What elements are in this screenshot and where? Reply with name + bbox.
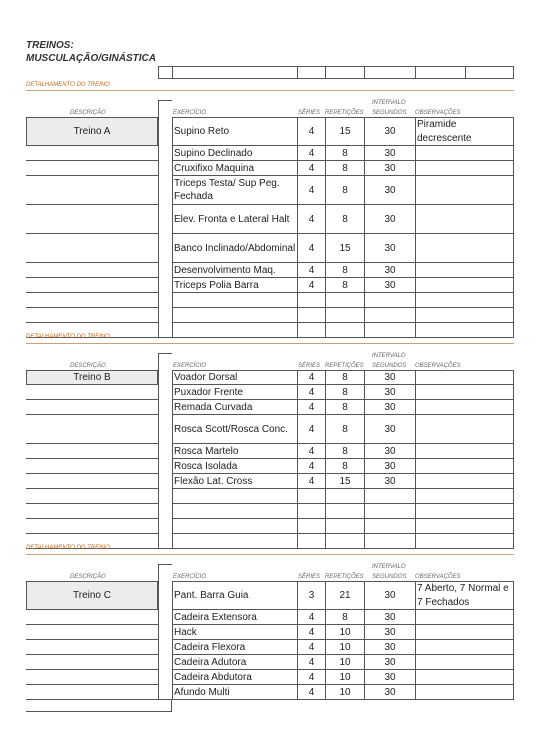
observacoes-cell: [415, 278, 514, 293]
interval-cell: 30: [364, 685, 415, 700]
exercise-cell: Triceps Testa/ Sup Peg. Fechada: [172, 176, 297, 205]
gap-cell: [158, 263, 172, 278]
description-empty-cell: [26, 459, 158, 474]
series-cell: [297, 534, 325, 549]
exercise-cell: Banco Inclinado/Abdominal: [172, 234, 297, 263]
section-divider-line: [26, 90, 514, 91]
gap-column-top: [158, 100, 172, 117]
series-cell: 4: [297, 176, 325, 205]
series-cell: 4: [297, 444, 325, 459]
exercise-cell: [172, 519, 297, 534]
description-empty-cell: [26, 146, 158, 161]
series-cell: 3: [297, 581, 325, 610]
section-divider-line: [26, 554, 514, 555]
section-label: DETALHAMENTO DO TREINO: [26, 334, 110, 340]
header-segundos: SEGUNDOS: [372, 110, 407, 116]
exercise-cell: Rosca Isolada: [172, 459, 297, 474]
interval-cell: 30: [364, 234, 415, 263]
reps-cell: 15: [325, 117, 364, 146]
observacoes-cell: [415, 640, 514, 655]
series-cell: 4: [297, 146, 325, 161]
interval-cell: 30: [364, 640, 415, 655]
gap-bottom-line: [158, 548, 172, 549]
header-observacoes: OBSERVAÇÕES: [415, 110, 461, 116]
series-cell: 4: [297, 640, 325, 655]
gap-cell: [158, 176, 172, 205]
description-empty-cell: [26, 234, 158, 263]
header-series: SÉRIES: [298, 363, 321, 369]
workout-name: Treino B: [26, 370, 158, 385]
description-empty-cell: [26, 519, 158, 534]
description-empty-cell: [26, 293, 158, 308]
series-cell: 4: [297, 278, 325, 293]
observacoes-cell: [415, 519, 514, 534]
gap-cell: [158, 117, 172, 146]
reps-cell: 8: [325, 400, 364, 415]
header-exercicio: EXERCÍCIO: [173, 363, 207, 369]
series-cell: [297, 519, 325, 534]
exercise-cell: Triceps Polia Barra: [172, 278, 297, 293]
description-empty-cell: [26, 685, 158, 700]
interval-cell: 30: [364, 581, 415, 610]
observacoes-cell: [415, 146, 514, 161]
exercise-cell: Rosca Scott/Rosca Conc.: [172, 415, 297, 444]
series-cell: 4: [297, 685, 325, 700]
exercise-cell: Cadeira Adutora: [172, 655, 297, 670]
reps-cell: 8: [325, 370, 364, 385]
reps-cell: 8: [325, 146, 364, 161]
exercise-cell: Cruxifixo Maquina: [172, 161, 297, 176]
description-empty-cell: [26, 610, 158, 625]
top-strip-divider: [364, 66, 365, 79]
exercise-cell: Cadeira Abdutora: [172, 670, 297, 685]
top-strip-box: [158, 66, 514, 79]
exercise-cell: Supino Reto: [172, 117, 297, 146]
header-series: SÉRIES: [298, 574, 321, 580]
reps-cell: 8: [325, 205, 364, 234]
reps-cell: 15: [325, 234, 364, 263]
exercise-cell: Cadeira Extensora: [172, 610, 297, 625]
description-empty-cell: [26, 655, 158, 670]
observacoes-cell: [415, 489, 514, 504]
reps-cell: 10: [325, 640, 364, 655]
observacoes-cell: [415, 474, 514, 489]
gap-cell: [158, 655, 172, 670]
gap-cell: [158, 293, 172, 308]
description-empty-cell: [26, 400, 158, 415]
top-strip-divider: [465, 66, 466, 79]
observacoes-cell: [415, 161, 514, 176]
observacoes-cell: [415, 504, 514, 519]
top-strip-divider: [172, 66, 173, 79]
reps-cell: 21: [325, 581, 364, 610]
observacoes-cell: [415, 625, 514, 640]
interval-cell: 30: [364, 117, 415, 146]
interval-cell: 30: [364, 176, 415, 205]
observacoes-cell: 7 Aberto, 7 Normal e 7 Fechados: [415, 581, 514, 610]
description-empty-cell: [26, 489, 158, 504]
gap-cell: [158, 685, 172, 700]
series-cell: [297, 293, 325, 308]
gap-column-top: [158, 353, 172, 370]
interval-cell: 30: [364, 415, 415, 444]
series-cell: 4: [297, 610, 325, 625]
series-cell: 4: [297, 234, 325, 263]
description-empty-cell: [26, 474, 158, 489]
reps-cell: 8: [325, 385, 364, 400]
observacoes-cell: [415, 655, 514, 670]
reps-cell: [325, 323, 364, 338]
series-cell: 4: [297, 459, 325, 474]
interval-cell: 30: [364, 400, 415, 415]
page-subtitle: MUSCULAÇÃO/GINÁSTICA: [26, 53, 156, 64]
interval-cell: [364, 293, 415, 308]
description-empty-cell: [26, 308, 158, 323]
interval-cell: 30: [364, 625, 415, 640]
series-cell: 4: [297, 625, 325, 640]
header-exercicio: EXERCÍCIO: [173, 110, 207, 116]
exercise-cell: [172, 293, 297, 308]
gap-cell: [158, 670, 172, 685]
interval-cell: 30: [364, 146, 415, 161]
observacoes-cell: [415, 415, 514, 444]
gap-cell: [158, 444, 172, 459]
interval-cell: [364, 323, 415, 338]
gap-cell: [158, 385, 172, 400]
section-label: DETALHAMENTO DO TREINO: [26, 82, 110, 88]
series-cell: 4: [297, 474, 325, 489]
gap-cell: [158, 640, 172, 655]
observacoes-cell: [415, 263, 514, 278]
header-repeticoes: REPETIÇÕES: [325, 110, 364, 116]
series-cell: 4: [297, 415, 325, 444]
observacoes-cell: [415, 308, 514, 323]
gap-cell: [158, 519, 172, 534]
reps-cell: [325, 504, 364, 519]
description-empty-cell: [26, 176, 158, 205]
reps-cell: [325, 534, 364, 549]
header-descricao: DESCRIÇÃO: [70, 574, 106, 580]
series-cell: [297, 308, 325, 323]
exercise-cell: [172, 308, 297, 323]
series-cell: 4: [297, 655, 325, 670]
header-repeticoes: REPETIÇÕES: [325, 574, 364, 580]
trailing-empty-cell: [26, 700, 172, 712]
exercise-cell: Elev. Fronta e Lateral Halt: [172, 205, 297, 234]
header-intervalo: INTERVALO: [372, 353, 406, 359]
observacoes-cell: [415, 400, 514, 415]
exercise-cell: Hack: [172, 625, 297, 640]
reps-cell: 8: [325, 278, 364, 293]
exercise-cell: Flexão Lat. Cross: [172, 474, 297, 489]
series-cell: 4: [297, 205, 325, 234]
interval-cell: 30: [364, 610, 415, 625]
top-strip-divider: [297, 66, 298, 79]
series-cell: [297, 489, 325, 504]
description-empty-cell: [26, 278, 158, 293]
header-series: SÉRIES: [298, 110, 321, 116]
header-observacoes: OBSERVAÇÕES: [415, 363, 461, 369]
series-cell: 4: [297, 161, 325, 176]
interval-cell: 30: [364, 161, 415, 176]
interval-cell: 30: [364, 385, 415, 400]
reps-cell: 10: [325, 655, 364, 670]
reps-cell: [325, 489, 364, 504]
reps-cell: 10: [325, 685, 364, 700]
gap-cell: [158, 146, 172, 161]
observacoes-cell: [415, 385, 514, 400]
exercise-cell: [172, 534, 297, 549]
gap-bottom-line: [158, 337, 172, 338]
gap-cell: [158, 504, 172, 519]
exercise-cell: Cadeira Flexora: [172, 640, 297, 655]
reps-cell: 8: [325, 263, 364, 278]
description-empty-cell: [26, 640, 158, 655]
observacoes-cell: [415, 205, 514, 234]
header-repeticoes: REPETIÇÕES: [325, 363, 364, 369]
exercise-cell: Puxador Frente: [172, 385, 297, 400]
observacoes-cell: [415, 610, 514, 625]
observacoes-cell: [415, 534, 514, 549]
gap-cell: [158, 610, 172, 625]
description-empty-cell: [26, 504, 158, 519]
observacoes-cell: [415, 176, 514, 205]
header-segundos: SEGUNDOS: [372, 574, 407, 580]
interval-cell: [364, 489, 415, 504]
gap-cell: [158, 400, 172, 415]
series-cell: [297, 504, 325, 519]
gap-cell: [158, 459, 172, 474]
top-strip-divider: [415, 66, 416, 79]
gap-cell: [158, 625, 172, 640]
series-cell: 4: [297, 263, 325, 278]
interval-cell: [364, 504, 415, 519]
observacoes-cell: [415, 234, 514, 263]
top-strip-divider: [325, 66, 326, 79]
gap-cell: [158, 370, 172, 385]
gap-cell: [158, 474, 172, 489]
header-intervalo: INTERVALO: [372, 564, 406, 570]
header-observacoes: OBSERVAÇÕES: [415, 574, 461, 580]
observacoes-cell: [415, 370, 514, 385]
header-segundos: SEGUNDOS: [372, 363, 407, 369]
description-empty-cell: [26, 625, 158, 640]
reps-cell: 8: [325, 161, 364, 176]
description-empty-cell: [26, 161, 158, 176]
exercise-cell: [172, 323, 297, 338]
series-cell: 4: [297, 670, 325, 685]
interval-cell: 30: [364, 459, 415, 474]
reps-cell: 8: [325, 176, 364, 205]
exercise-cell: Desenvolvimento Maq.: [172, 263, 297, 278]
interval-cell: 30: [364, 263, 415, 278]
reps-cell: [325, 293, 364, 308]
section-divider-line: [26, 343, 514, 344]
description-empty-cell: [26, 263, 158, 278]
interval-cell: [364, 519, 415, 534]
interval-cell: [364, 308, 415, 323]
exercise-cell: Rosca Martelo: [172, 444, 297, 459]
exercise-cell: Supino Declinado: [172, 146, 297, 161]
header-intervalo: INTERVALO: [372, 100, 406, 106]
observacoes-cell: [415, 459, 514, 474]
observacoes-cell: [415, 293, 514, 308]
workout-name: Treino A: [26, 117, 158, 146]
gap-cell: [158, 205, 172, 234]
header-descricao: DESCRIÇÃO: [70, 363, 106, 369]
observacoes-cell: [415, 323, 514, 338]
gap-column-top: [158, 564, 172, 581]
exercise-cell: Voador Dorsal: [172, 370, 297, 385]
interval-cell: 30: [364, 670, 415, 685]
description-empty-cell: [26, 415, 158, 444]
exercise-cell: Pant. Barra Guia: [172, 581, 297, 610]
description-empty-cell: [26, 205, 158, 234]
interval-cell: 30: [364, 205, 415, 234]
header-descricao: DESCRIÇÃO: [70, 110, 106, 116]
series-cell: 4: [297, 117, 325, 146]
gap-cell: [158, 489, 172, 504]
exercise-cell: Remada Curvada: [172, 400, 297, 415]
series-cell: 4: [297, 370, 325, 385]
observacoes-cell: [415, 670, 514, 685]
description-empty-cell: [26, 385, 158, 400]
header-exercicio: EXERCÍCIO: [173, 574, 207, 580]
gap-cell: [158, 308, 172, 323]
reps-cell: 8: [325, 459, 364, 474]
gap-cell: [158, 415, 172, 444]
description-empty-cell: [26, 670, 158, 685]
reps-cell: [325, 519, 364, 534]
reps-cell: 8: [325, 415, 364, 444]
reps-cell: [325, 308, 364, 323]
reps-cell: 8: [325, 444, 364, 459]
series-cell: 4: [297, 385, 325, 400]
gap-cell: [158, 278, 172, 293]
interval-cell: 30: [364, 655, 415, 670]
series-cell: 4: [297, 400, 325, 415]
gap-cell: [158, 234, 172, 263]
observacoes-cell: [415, 685, 514, 700]
gap-cell: [158, 581, 172, 610]
reps-cell: 8: [325, 610, 364, 625]
exercise-cell: [172, 489, 297, 504]
interval-cell: 30: [364, 370, 415, 385]
description-empty-cell: [26, 444, 158, 459]
page-title: TREINOS:: [26, 40, 74, 51]
observacoes-cell: [415, 444, 514, 459]
interval-cell: 30: [364, 474, 415, 489]
interval-cell: 30: [364, 444, 415, 459]
gap-cell: [158, 534, 172, 549]
reps-cell: 10: [325, 670, 364, 685]
reps-cell: 10: [325, 625, 364, 640]
workout-name: Treino C: [26, 581, 158, 610]
gap-cell: [158, 161, 172, 176]
interval-cell: [364, 534, 415, 549]
section-label: DETALHAMENTO DO TREINO: [26, 545, 110, 551]
interval-cell: 30: [364, 278, 415, 293]
gap-cell: [158, 323, 172, 338]
observacoes-cell: Piramide decrescente: [415, 117, 514, 146]
reps-cell: 15: [325, 474, 364, 489]
exercise-cell: Afundo Multi: [172, 685, 297, 700]
series-cell: [297, 323, 325, 338]
exercise-cell: [172, 504, 297, 519]
